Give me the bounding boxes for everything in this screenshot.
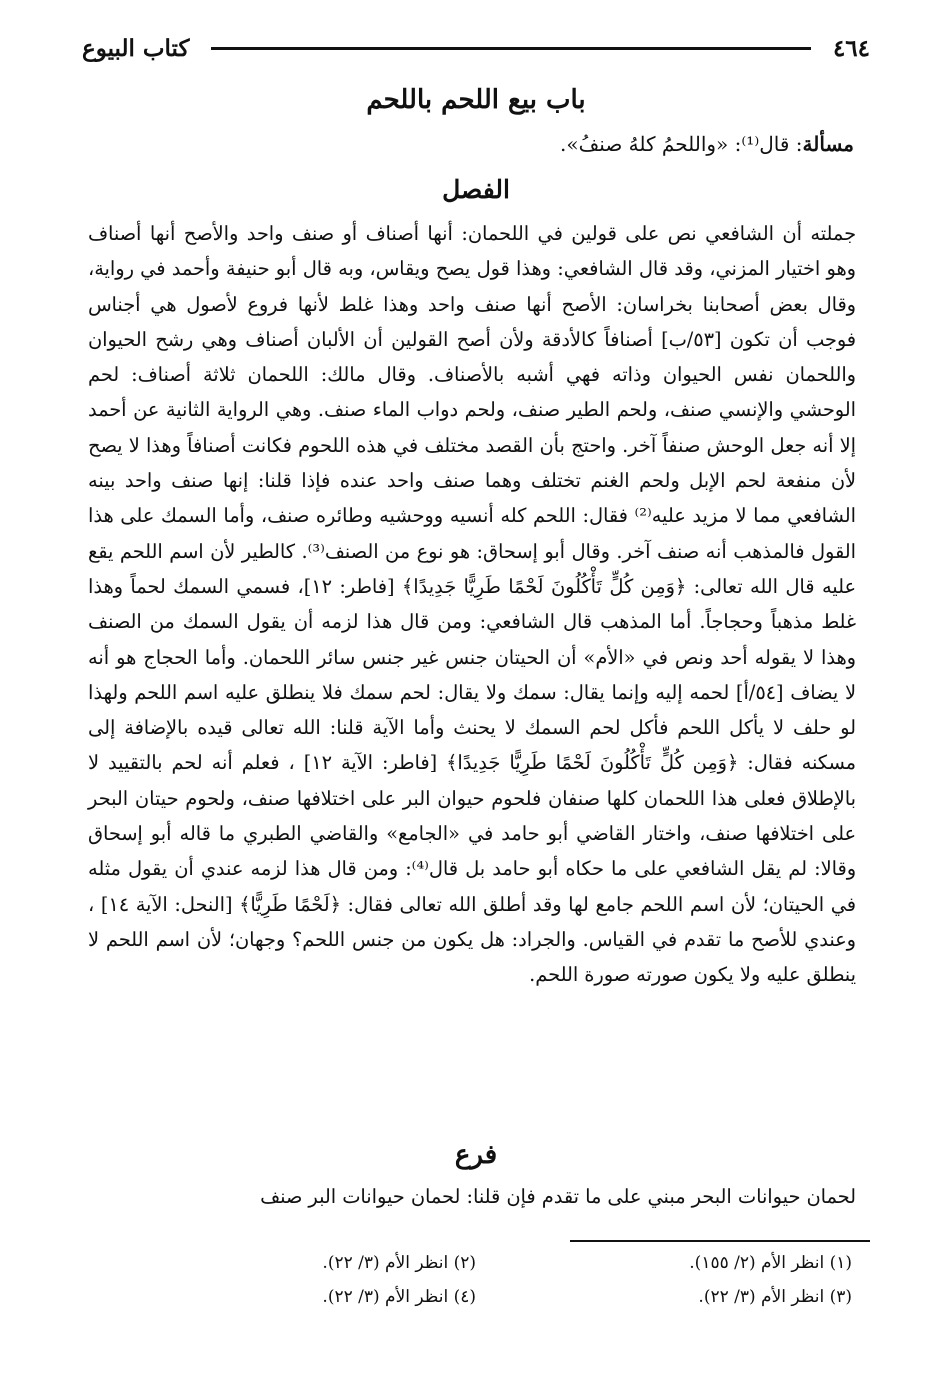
footnote-4: (٤) انظر الأم (٣/ ٢٢).	[322, 1287, 476, 1307]
chapter-title: باب بيع اللحم باللحم	[366, 85, 586, 115]
far-title: فرع	[454, 1140, 498, 1170]
footnote-3: (٣) انظر الأم (٣/ ٢٢).	[698, 1287, 852, 1307]
footnote-rule	[570, 1240, 870, 1242]
footnotes	[100, 1248, 852, 1312]
masala-text: : قال⁽¹⁾: «واللحمُ كلهُ صنفُ».	[560, 132, 803, 156]
main-paragraph: جملته أن الشافعي نص على قولين في اللحمان: أنها أصناف أو صنف واحد والأصح أنها أصناف وهو اختيار المزني، وقد قال الشافعي: وهذا قول يصح ويقاس، وبه قال أبو حنيفة وأحمد في رواية، وقال بعض أصحابنا بخراسان: الأصح أنها صنف واحد وهذا غلط لأنها فروع لأصول هي أجناس فوجب أن تكون [٥٣/ب] أصنافاً كالأدقة ولأن أصح القولين أن الألبان أصناف وهي رشح الحيوان واللحمان نفس الحيوان وذاته فهي أشبه بالأصناف. وقال مالك: اللحمان ثلاثة أصناف: لحم الوحشي والإنسي صنف، ولحم الطير صنف، ولحم دواب الماء صنف. وهي الرواية الثانية عن أحمد إلا أنه جعل الوحش صنفاً آخر. واحتج بأن القصد مختلف في هذه اللحوم فكانت أصنافاً وهذا لا يصح لأن منفعة لحم الإبل ولحم الغنم تختلف وهما صنف واحد عنده فإذا قلنا: إنها صنف واحد بينه الشافعي مما لا مزيد عليه⁽²⁾ فقال: اللحم كله أنسيه ووحشيه وطائره صنف، وأما السمك على هذا القول فالمذهب أنه صنف آخر. وقال أبو إسحاق: هو نوع من الصنف⁽³⁾. كالطير لأن اسم اللحم يقع عليه قال الله تعالى: ﴿وَمِن كُلٍّ تَأْكُلُونَ لَحْمًا طَرِيًّا جَدِيدًا﴾ [فاطر: ١٢]، فسمي السمك لحماً وهذا غلط مذهباً وحجاجاً. أما المذهب قال الشافعي: ومن قال هذا لزمه أن يقول السمك من الصنف وهذا لا يقوله أحد ونص في «الأم» أن الحيتان جنس غير جنس سائر اللحمان. وأما الحجاج هو أنه لا يضاف [٥٤/أ] لحمه إليه وإنما يقال: سمك ولا يقال: لحم سمك فلا ينطلق عليه اسم اللحم ولهذا لو حلف لا يأكل اللحم فأكل لحم السمك لا يحنث وأما الآية قلنا: الله تعالى قيده بالإضافة إلى مسكنه فقال: ﴿وَمِن كُلٍّ تَأْكُلُونَ لَحْمًا طَرِيًّا جَدِيدًا﴾ [فاطر: الآية ١٢] ، فعلم أنه لحم بالتقييد لا بالإطلاق فعلى هذا اللحمان كلها صنفان فلحوم حيوان البر على اختلافها صنف، ولحوم حيتان البحر على اختلافها صنف، واختار القاضي أبو حامد في «الجامع» والقاضي الطبري ما قاله أبو إسحاق وقالا: لم يقل الشافعي على ما حكاه أبو حامد بل قال⁽⁴⁾: ومن قال هذا لزمه عندي أن يقول مثله في الحيتان؛ لأن اسم اللحم جامع لها وقد أطلق الله تعالى فقال: ﴿لَحْمًا طَرِيًّا﴾ [النحل: الآية ١٤] ، وعندي للأصح ما تقدم في القياس. والجراد: هل يكون من جنس اللحم؟ وجهان؛ لأن اسم اللحم لا ينطلق عليه ولا يكون صورته صورة اللحم.	[88, 222, 857, 987]
masala-label: مسألة	[802, 132, 854, 156]
header-rule	[211, 47, 810, 50]
footnote-1: (١) انظر الأم (٢/ ١٥٥).	[689, 1253, 852, 1273]
book-title: كتاب البيوع	[82, 34, 190, 62]
far-paragraph: لحمان حيوانات البحر مبني على ما تقدم فإن قلنا: لحمان حيوانات البر صنف	[260, 1185, 856, 1208]
page-header	[82, 26, 870, 70]
section-title: الفصل	[442, 175, 510, 204]
footnote-2: (٢) انظر الأم (٣/ ٢٢).	[322, 1253, 476, 1273]
masala-line	[82, 124, 854, 164]
page-number: ٤٦٤	[832, 34, 870, 62]
